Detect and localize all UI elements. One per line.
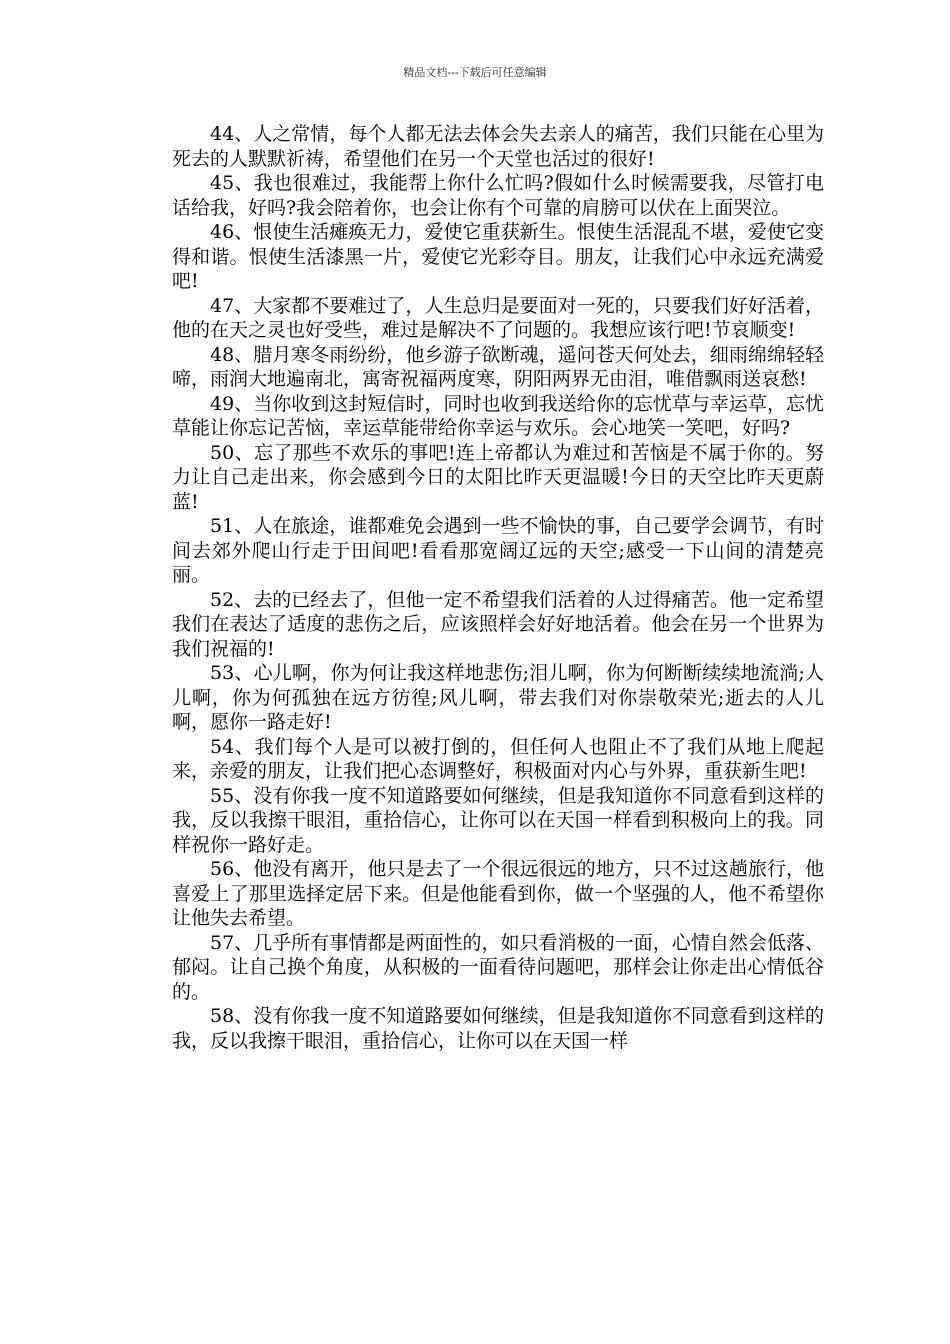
paragraph-48: 48、腊月寒冬雨纷纷，他乡游子欲断魂，遥问苍天何处去，细雨绵绵轻轻啼，雨润大地遍南北，寓寄祝福两度寒，阴阳两界无由泪，唯借飘雨送哀愁!	[172, 343, 824, 390]
paragraph-53: 53、心儿啊，你为何让我这样地悲伤;泪儿啊，你为何断断续续地流淌;人儿啊，你为何孤独在远方彷徨;风儿啊，带去我们对你崇敬荣光;逝去的人儿啊，愿你一路走好!	[172, 662, 824, 733]
paragraph-56: 56、他没有离开，他只是去了一个很远很远的地方，只不过这趟旅行，他喜爱上了那里选择定居下来。但是他能看到你，做一个坚强的人，他不希望你让他失去希望。	[172, 858, 824, 929]
paragraph-58: 58、没有你我一度不知道路要如何继续，但是我知道你不同意看到这样的我，反以我擦干眼泪，重拾信心，让你可以在天国一样	[172, 1005, 824, 1052]
paragraph-50: 50、忘了那些不欢乐的事吧!连上帝都认为难过和苦恼是不属于你的。努力让自己走出来，你会感到今日的太阳比昨天更温暖!今日的天空比昨天更蔚蓝!	[172, 441, 824, 513]
paragraph-47: 47、大家都不要难过了，人生总归是要面对一死的，只要我们好好活着，他的在天之灵也好受些，难过是解决不了问题的。我想应该行吧!节哀顺变!	[172, 294, 824, 341]
paragraph-51: 51、人在旅途，谁都难免会遇到一些不愉快的事，自己要学会调节，有时间去郊外爬山行走于田间吧!看看那宽阔辽远的天空;感受一下山间的清楚亮丽。	[172, 515, 824, 586]
paragraph-44: 44、人之常情，每个人都无法去体会失去亲人的痛苦，我们只能在心里为死去的人默默祈祷，希望他们在另一个天堂也活过的很好!	[172, 123, 824, 170]
paragraph-55: 55、没有你我一度不知道路要如何继续，但是我知道你不同意看到这样的我，反以我擦干眼泪，重拾信心，让你可以在天国一样看到积极向上的我。同样祝你一路好走。	[172, 784, 824, 856]
paragraph-54: 54、我们每个人是可以被打倒的，但任何人也阻止不了我们从地上爬起来，亲爱的朋友，让我们把心态调整好，积极面对内心与外界，重获新生吧!	[172, 735, 824, 782]
paragraph-49: 49、当你收到这封短信时，同时也收到我送给你的忘忧草与幸运草，忘忧草能让你忘记苦恼，幸运草能带给你幸运与欢乐。会心地笑一笑吧，好吗?	[172, 392, 824, 439]
paragraph-46: 46、恨使生活瘫痪无力，爱使它重获新生。恨使生活混乱不堪，爱使它变得和谐。恨使生活漆黑一片，爱使它光彩夺目。朋友，让我们心中永远充满爱吧!	[172, 221, 824, 292]
document-body	[172, 122, 824, 1053]
paragraph-52: 52、去的已经去了，但他一定不希望我们活着的人过得痛苦。他一定希望我们在表达了适度的悲伤之后，应该照样会好好地活着。他会在另一个世界为我们祝福的!	[172, 588, 824, 660]
page-header: 精品文档---下载后可任意编辑	[403, 66, 547, 79]
paragraph-57: 57、几乎所有事情都是两面性的，如只看消极的一面，心情自然会低落、郁闷。让自己换个角度，从积极的一面看待问题吧，那样会让你走出心情低谷的。	[172, 931, 824, 1003]
paragraph-45: 45、我也很难过，我能帮上你什么忙吗?假如什么时候需要我，尽管打电话给我，好吗?我会陪着你，也会让你有个可靠的肩膀可以伏在上面哭泣。	[172, 172, 824, 219]
